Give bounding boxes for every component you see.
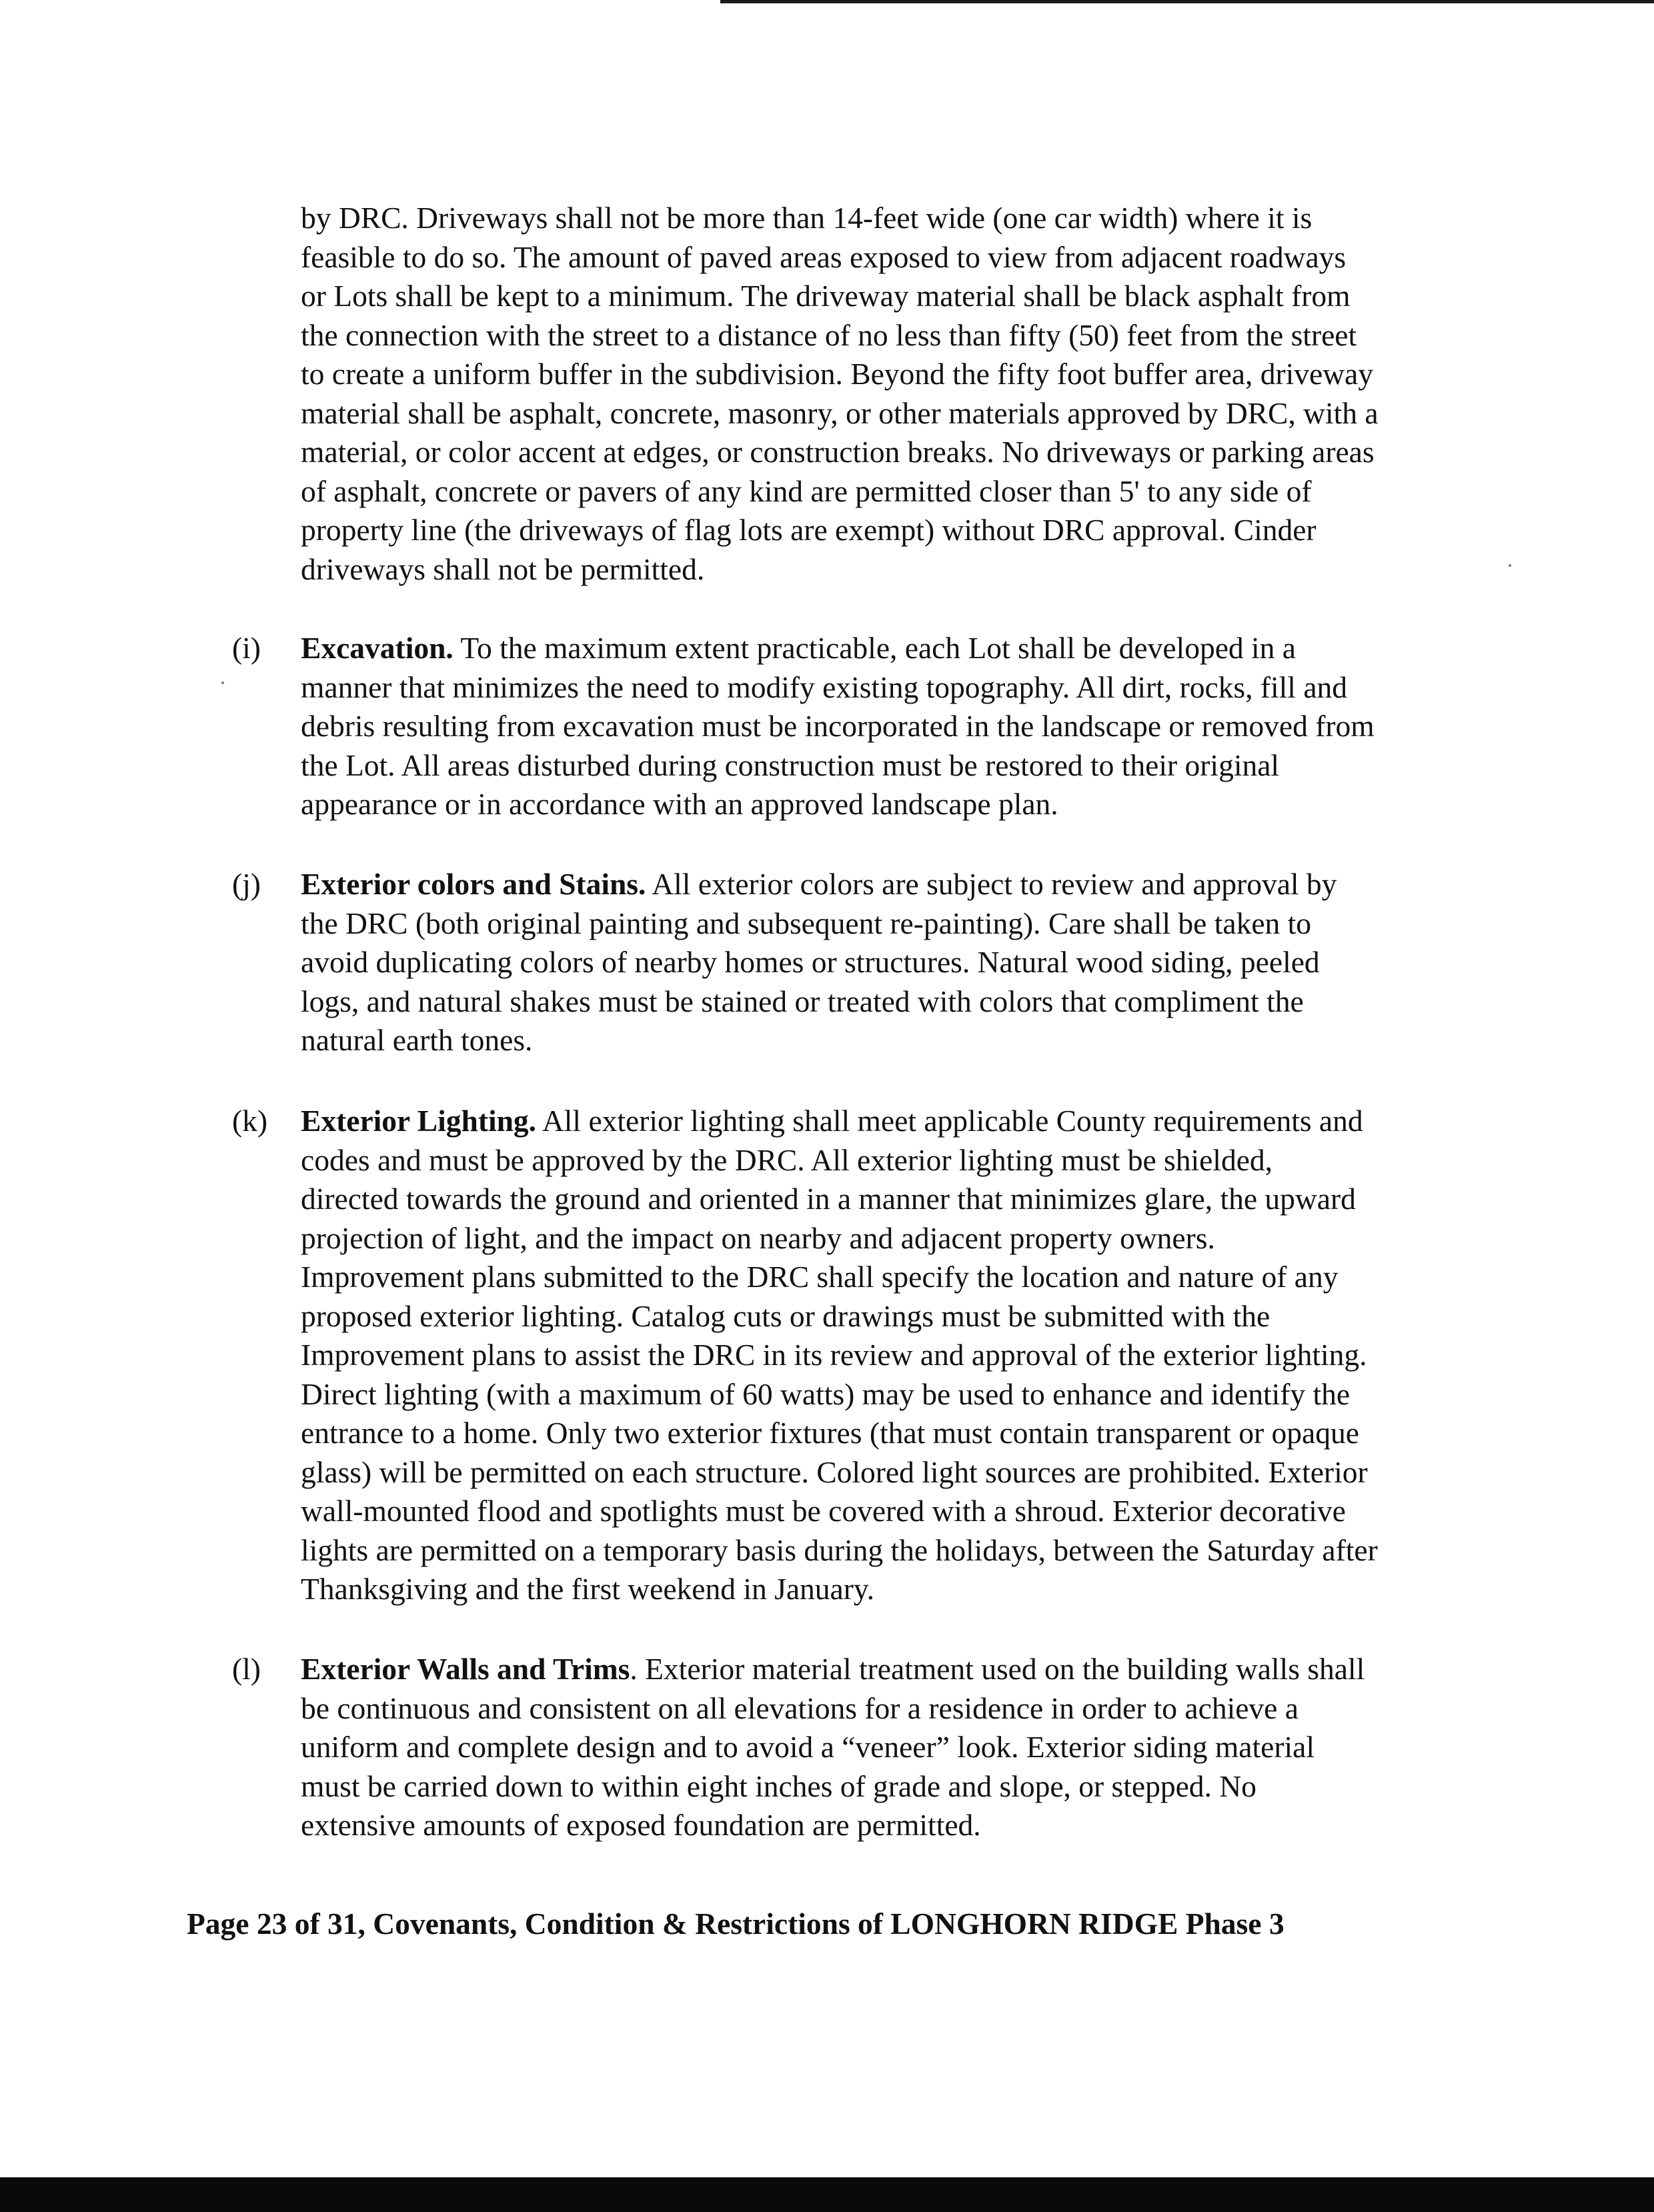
text-line: to create a uniform buffer in the subdivision. Beyond the fifty foot buffer area, driveway <box>301 357 1374 391</box>
text-line: Direct lighting (with a maximum of 60 watts) may be used to enhance and identify the <box>301 1376 1351 1411</box>
text-line: or Lots shall be kept to a minimum. The driveway material shall be black asphalt from <box>301 279 1351 313</box>
scan-top-rule <box>720 0 1654 3</box>
text-line: debris resulting from excavation must be incorporated in the landscape or removed from <box>301 709 1375 743</box>
text-line: uniform and complete design and to avoid a “veneer” look. Exterior siding material <box>301 1730 1315 1764</box>
text-line: extensive amounts of exposed foundation are permitted. <box>301 1808 981 1842</box>
section-heading: Exterior Walls and Trims <box>301 1652 630 1686</box>
text-line: logs, and natural shakes must be stained or treated with colors that compliment the <box>301 984 1304 1018</box>
text-line <box>301 1650 1508 1689</box>
section-heading: Exterior Lighting. <box>301 1104 537 1138</box>
text-line: directed towards the ground and oriented in a manner that minimizes glare, the upward <box>301 1182 1356 1216</box>
text-line: of asphalt, concrete or pavers of any kind are permitted closer than 5' to any side of <box>301 473 1312 508</box>
text-line: driveways shall not be permitted. <box>301 551 705 586</box>
text-line: entrance to a home. Only two exterior fixtures (that must contain transparent or opaque <box>301 1416 1359 1450</box>
page-footer: Page 23 of 31, Covenants, Condition & Restrictions of LONGHORN RIDGE Phase 3 <box>187 1907 1285 1941</box>
text-line: material shall be asphalt, concrete, masonry, or other materials approved by DRC, with a <box>301 395 1379 430</box>
text-line <box>301 865 1508 904</box>
text-line: Improvement plans to assist the DRC in its review and approval of the exterior lighting. <box>301 1338 1367 1372</box>
section-heading: Excavation. <box>301 631 454 665</box>
text-line: Improvement plans submitted to the DRC shall specify the location and nature of any <box>301 1260 1339 1294</box>
text-line: be continuous and consistent on all elevations for a residence in order to achieve a <box>301 1691 1299 1725</box>
section-text: All exterior colors are subject to review and approval by <box>646 867 1337 901</box>
text-line: by DRC. Driveways shall not be more than 14-feet wide (one car width) where it is <box>301 201 1313 235</box>
text-line: lights are permitted on a temporary basis during the holidays, between the Saturday after <box>301 1532 1378 1567</box>
text-line: avoid duplicating colors of nearby homes or structures. Natural wood siding, peeled <box>301 945 1320 979</box>
text-line: must be carried down to within eight inches of grade and slope, or stepped. No <box>301 1769 1257 1803</box>
text-line: property line (the driveways of flag lots are exempt) without DRC approval. Cinder <box>301 513 1317 547</box>
text-line: material, or color accent at edges, or construction breaks. No driveways or parking areas <box>301 435 1375 469</box>
text-line: the DRC (both original painting and subsequent re-painting). Care shall be taken to <box>301 906 1312 940</box>
section-label: (j) <box>232 867 261 901</box>
section-body <box>301 1102 1508 1609</box>
section-label: (i) <box>232 631 261 665</box>
text-line: the connection with the street to a distance of no less than fifty (50) feet from the street <box>301 317 1357 352</box>
text-line: natural earth tones. <box>301 1023 533 1057</box>
section-text: . Exterior material treatment used on the building walls shall <box>630 1652 1365 1686</box>
scan-speck <box>1509 564 1511 567</box>
text-line: codes and must be approved by the DRC. All exterior lighting must be shielded, <box>301 1142 1273 1177</box>
scan-speck <box>221 682 224 684</box>
section-body <box>301 1650 1508 1845</box>
text-line <box>301 629 1508 668</box>
text-line: wall-mounted flood and spotlights must be covered with a shroud. Exterior decorative <box>301 1494 1346 1528</box>
section-body <box>301 629 1508 824</box>
text-line: the Lot. All areas disturbed during construction must be restored to their original <box>301 748 1280 782</box>
section-text: To the maximum extent practicable, each Lot shall be developed in a <box>453 631 1296 665</box>
text-line: appearance or in accordance with an approved landscape plan. <box>301 787 1058 821</box>
text-line: Thanksgiving and the first weekend in January. <box>301 1572 875 1606</box>
scan-bottom-band <box>0 2177 1654 2212</box>
section-label: (k) <box>232 1104 268 1138</box>
text-line: glass) will be permitted on each structure. Colored light sources are prohibited. Exterior <box>301 1454 1368 1489</box>
text-line <box>301 1102 1508 1141</box>
section-body <box>301 865 1508 1060</box>
text-line: manner that minimizes the need to modify existing topography. All dirt, rocks, fill and <box>301 670 1348 704</box>
section-text: All exterior lighting shall meet applicable County requirements and <box>536 1104 1363 1138</box>
text-line: projection of light, and the impact on nearby and adjacent property owners. <box>301 1220 1215 1255</box>
text-line: proposed exterior lighting. Catalog cuts or drawings must be submitted with the <box>301 1298 1271 1333</box>
section-heading: Exterior colors and Stains. <box>301 867 646 901</box>
text-line: feasible to do so. The amount of paved areas exposed to view from adjacent roadways <box>301 239 1347 274</box>
intro-paragraph <box>301 199 1501 589</box>
section-label: (l) <box>232 1652 261 1686</box>
